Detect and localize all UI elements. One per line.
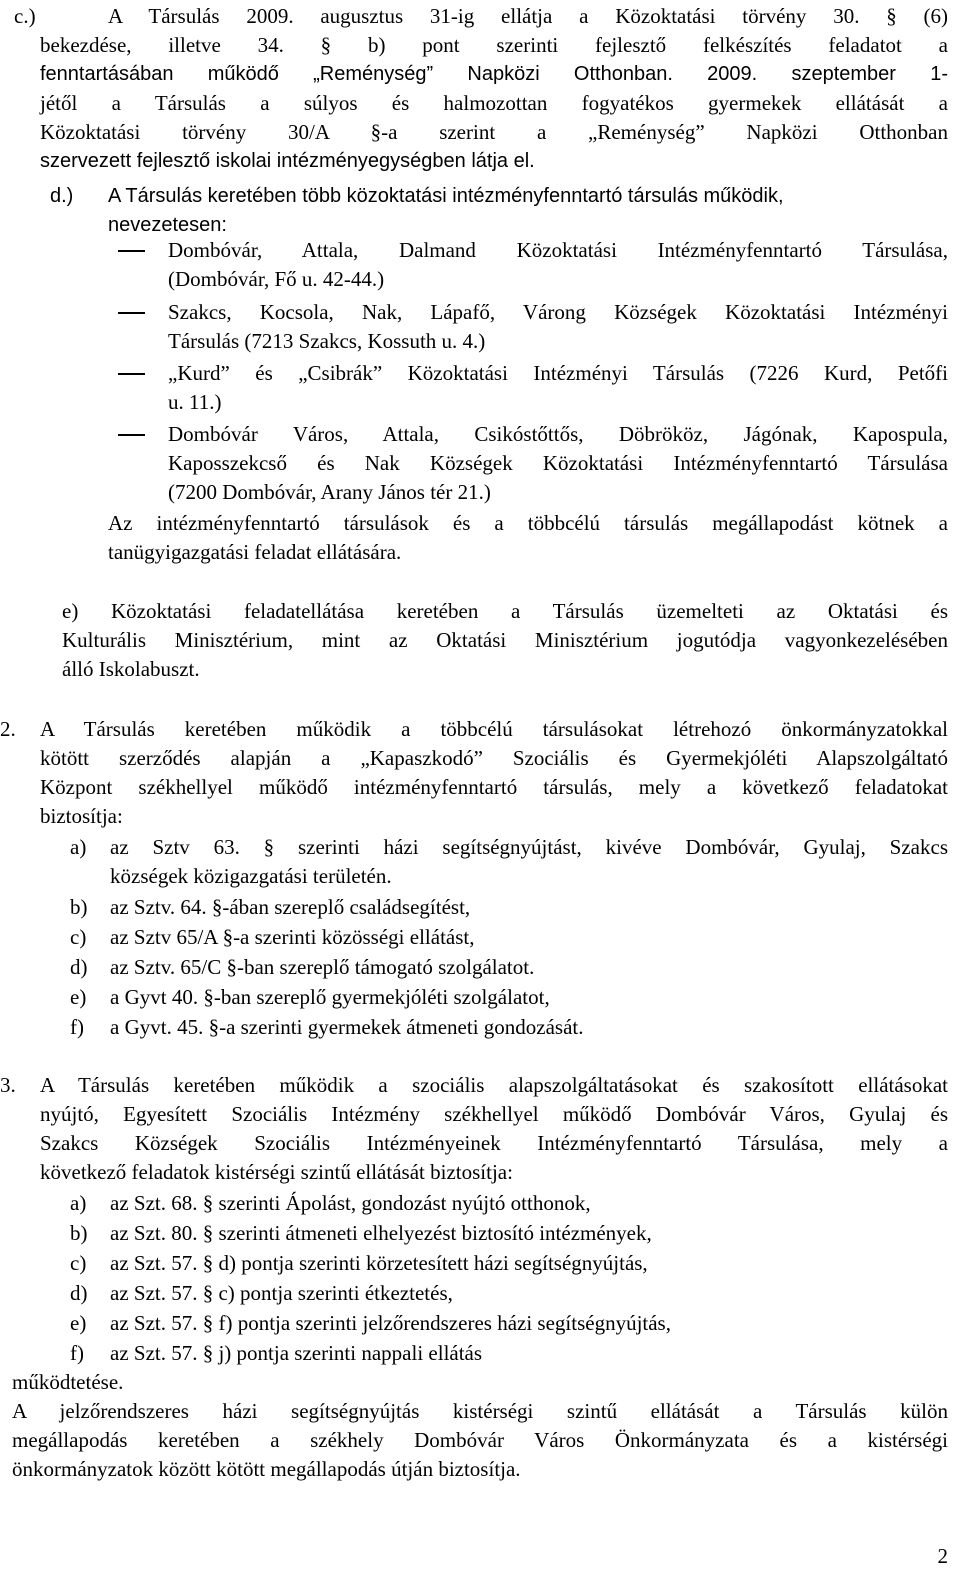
s3-item-a-marker: a): [70, 1191, 87, 1215]
s2-item-a-line-2: községek közigazgatási területén.: [110, 864, 392, 888]
section-c-line-6: szervezett fejlesztő iskolai intézményegységben látja el.: [40, 150, 535, 172]
s3-item-f-text: az Szt. 57. § j) pontja szerinti nappali ellátás: [110, 1341, 483, 1365]
s3-item-d-marker: d): [70, 1281, 88, 1305]
d-item-4-line-2: Kaposszekcső és Nak Községek Közoktatási Intézményfenntartó Társulása: [168, 451, 948, 475]
section-2-marker: 2.: [0, 717, 16, 741]
section-d-marker: d.): [50, 185, 74, 207]
s3-item-b-marker: b): [70, 1221, 88, 1245]
d-item-3-line-2: u. 11.): [168, 390, 222, 414]
section-c-marker: c.): [14, 4, 36, 28]
section-3-line-1: A Társulás keretében működik a szociális alapszolgáltatásokat és szakosított ellátásokat: [40, 1073, 948, 1097]
dash-bullet-4: [118, 434, 145, 436]
section-c-line-5: Közoktatási törvény 30/A §-a szerint a „Reménység” Napközi Otthonban: [40, 120, 948, 144]
section-d-line-2: nevezetesen:: [108, 214, 227, 236]
s3-item-e-marker: e): [70, 1311, 87, 1335]
d-closing-line-2: tanügyigazgatási feladat ellátására.: [108, 540, 402, 564]
section-d-line-1: A Társulás keretében több közoktatási intézményfenntartó társulás működik,: [108, 185, 784, 207]
d-item-1-line-2: (Dombóvár, Fő u. 42-44.): [168, 267, 385, 291]
s2-item-d-text: az Sztv. 65/C §-ban szereplő támogató szolgálatot.: [110, 955, 535, 979]
s3-closing-line-1: A jelzőrendszeres házi segítségnyújtás kistérségi szintű ellátását a Társulás külön: [12, 1399, 948, 1423]
section-e-line-1: e) Közoktatási feladatellátása keretében a Társulás üzemelteti az Oktatási és: [62, 599, 948, 623]
s2-item-e-text: a Gyvt 40. §-ban szereplő gyermekjóléti szolgálatot,: [110, 985, 550, 1009]
s3-tail-text: működtetése.: [12, 1370, 124, 1394]
s3-item-d-text: az Szt. 57. § c) pontja szerinti étkeztetés,: [110, 1281, 453, 1305]
section-c-line-1: A Társulás 2009. augusztus 31-ig ellátja a Közoktatási törvény 30. § (6): [108, 4, 948, 28]
s3-item-c-marker: c): [70, 1251, 87, 1275]
s2-item-e-marker: e): [70, 985, 87, 1009]
section-e-line-3: álló Iskolabuszt.: [62, 657, 200, 681]
s3-item-a-text: az Szt. 68. § szerinti Ápolást, gondozást nyújtó otthonok,: [110, 1191, 591, 1215]
section-3-line-3: Szakcs Községek Szociális Intézményeinek Intézményfenntartó Társulása, mely a: [40, 1131, 948, 1155]
dash-bullet-3: [118, 373, 145, 375]
section-2-line-4: biztosítja:: [40, 804, 123, 828]
s3-closing-line-3: önkormányzatok között kötött megállapodás útján biztosítja.: [12, 1457, 521, 1481]
s2-item-a-line-1: az Sztv 63. § szerinti házi segítségnyújtást, kivéve Dombóvár, Gyulaj, Szakcs: [110, 835, 948, 859]
section-2-line-3: Központ székhellyel működő intézményfenntartó társulás, mely a következő feladatokat: [40, 775, 948, 799]
s2-item-f-text: a Gyvt. 45. §-a szerinti gyermekek átmeneti gondozását.: [110, 1015, 584, 1039]
s2-item-b-text: az Sztv. 64. §-ában szereplő családsegítést,: [110, 895, 471, 919]
d-item-4-line-3: (7200 Dombóvár, Arany János tér 21.): [168, 480, 491, 504]
section-e-line-2: Kulturális Minisztérium, mint az Oktatási Minisztérium jogutódja vagyonkezelésében: [62, 628, 948, 652]
s3-item-e-text: az Szt. 57. § f) pontja szerinti jelzőrendszeres házi segítségnyújtás,: [110, 1311, 671, 1335]
d-item-3-line-1: „Kurd” és „Csibrák” Közoktatási Intézményi Társulás (7226 Kurd, Petőfi: [168, 361, 948, 385]
section-2-line-1: A Társulás keretében működik a többcélú társulásokat létrehozó önkormányzatokkal: [40, 717, 948, 741]
s3-item-f-marker: f): [70, 1341, 84, 1365]
s3-closing-line-2: megállapodás keretében a székhely Dombóvár Város Önkormányzata és a kistérségi: [12, 1428, 948, 1452]
section-c-line-3: fenntartásában működő „Reménység” Napközi Otthonban. 2009. szeptember 1-: [40, 63, 948, 85]
section-2-line-2: kötött szerződés alapján a „Kapaszkodó” Szociális és Gyermekjóléti Alapszolgáltató: [40, 746, 948, 770]
dash-bullet-1: [118, 250, 145, 252]
s3-item-b-text: az Szt. 80. § szerinti átmeneti elhelyezést biztosító intézmények,: [110, 1221, 652, 1245]
section-3-marker: 3.: [0, 1073, 16, 1097]
s2-item-f-marker: f): [70, 1015, 84, 1039]
d-item-4-line-1: Dombóvár Város, Attala, Csikóstőttős, Döbrököz, Jágónak, Kapospula,: [168, 422, 948, 446]
s2-item-c-marker: c): [70, 925, 87, 949]
s2-item-a-marker: a): [70, 835, 87, 859]
section-c-line-4: jétől a Társulás a súlyos és halmozottan fogyatékos gyermekek ellátását a: [40, 91, 948, 115]
dash-bullet-2: [118, 312, 145, 314]
section-c-line-2: bekezdése, illetve 34. § b) pont szerinti fejlesztő felkészítés feladatot a: [40, 33, 948, 57]
section-3-line-4: következő feladatok kistérségi szintű ellátását biztosítja:: [40, 1160, 513, 1184]
d-item-2-line-1: Szakcs, Kocsola, Nak, Lápafő, Várong Községek Közoktatási Intézményi: [168, 300, 948, 324]
d-closing-line-1: Az intézményfenntartó társulások és a többcélú társulás megállapodást kötnek a: [108, 511, 948, 535]
s3-item-c-text: az Szt. 57. § d) pontja szerinti körzetesített házi segítségnyújtás,: [110, 1251, 648, 1275]
s2-item-d-marker: d): [70, 955, 88, 979]
page-number: 2: [937, 1544, 948, 1568]
section-3-line-2: nyújtó, Egyesített Szociális Intézmény székhellyel működő Dombóvár Város, Gyulaj és: [40, 1102, 948, 1126]
s2-item-c-text: az Sztv 65/A §-a szerinti közösségi ellátást,: [110, 925, 475, 949]
d-item-2-line-2: Társulás (7213 Szakcs, Kossuth u. 4.): [168, 329, 486, 353]
d-item-1-line-1: Dombóvár, Attala, Dalmand Közoktatási Intézményfenntartó Társulása,: [168, 238, 948, 262]
s2-item-b-marker: b): [70, 895, 88, 919]
